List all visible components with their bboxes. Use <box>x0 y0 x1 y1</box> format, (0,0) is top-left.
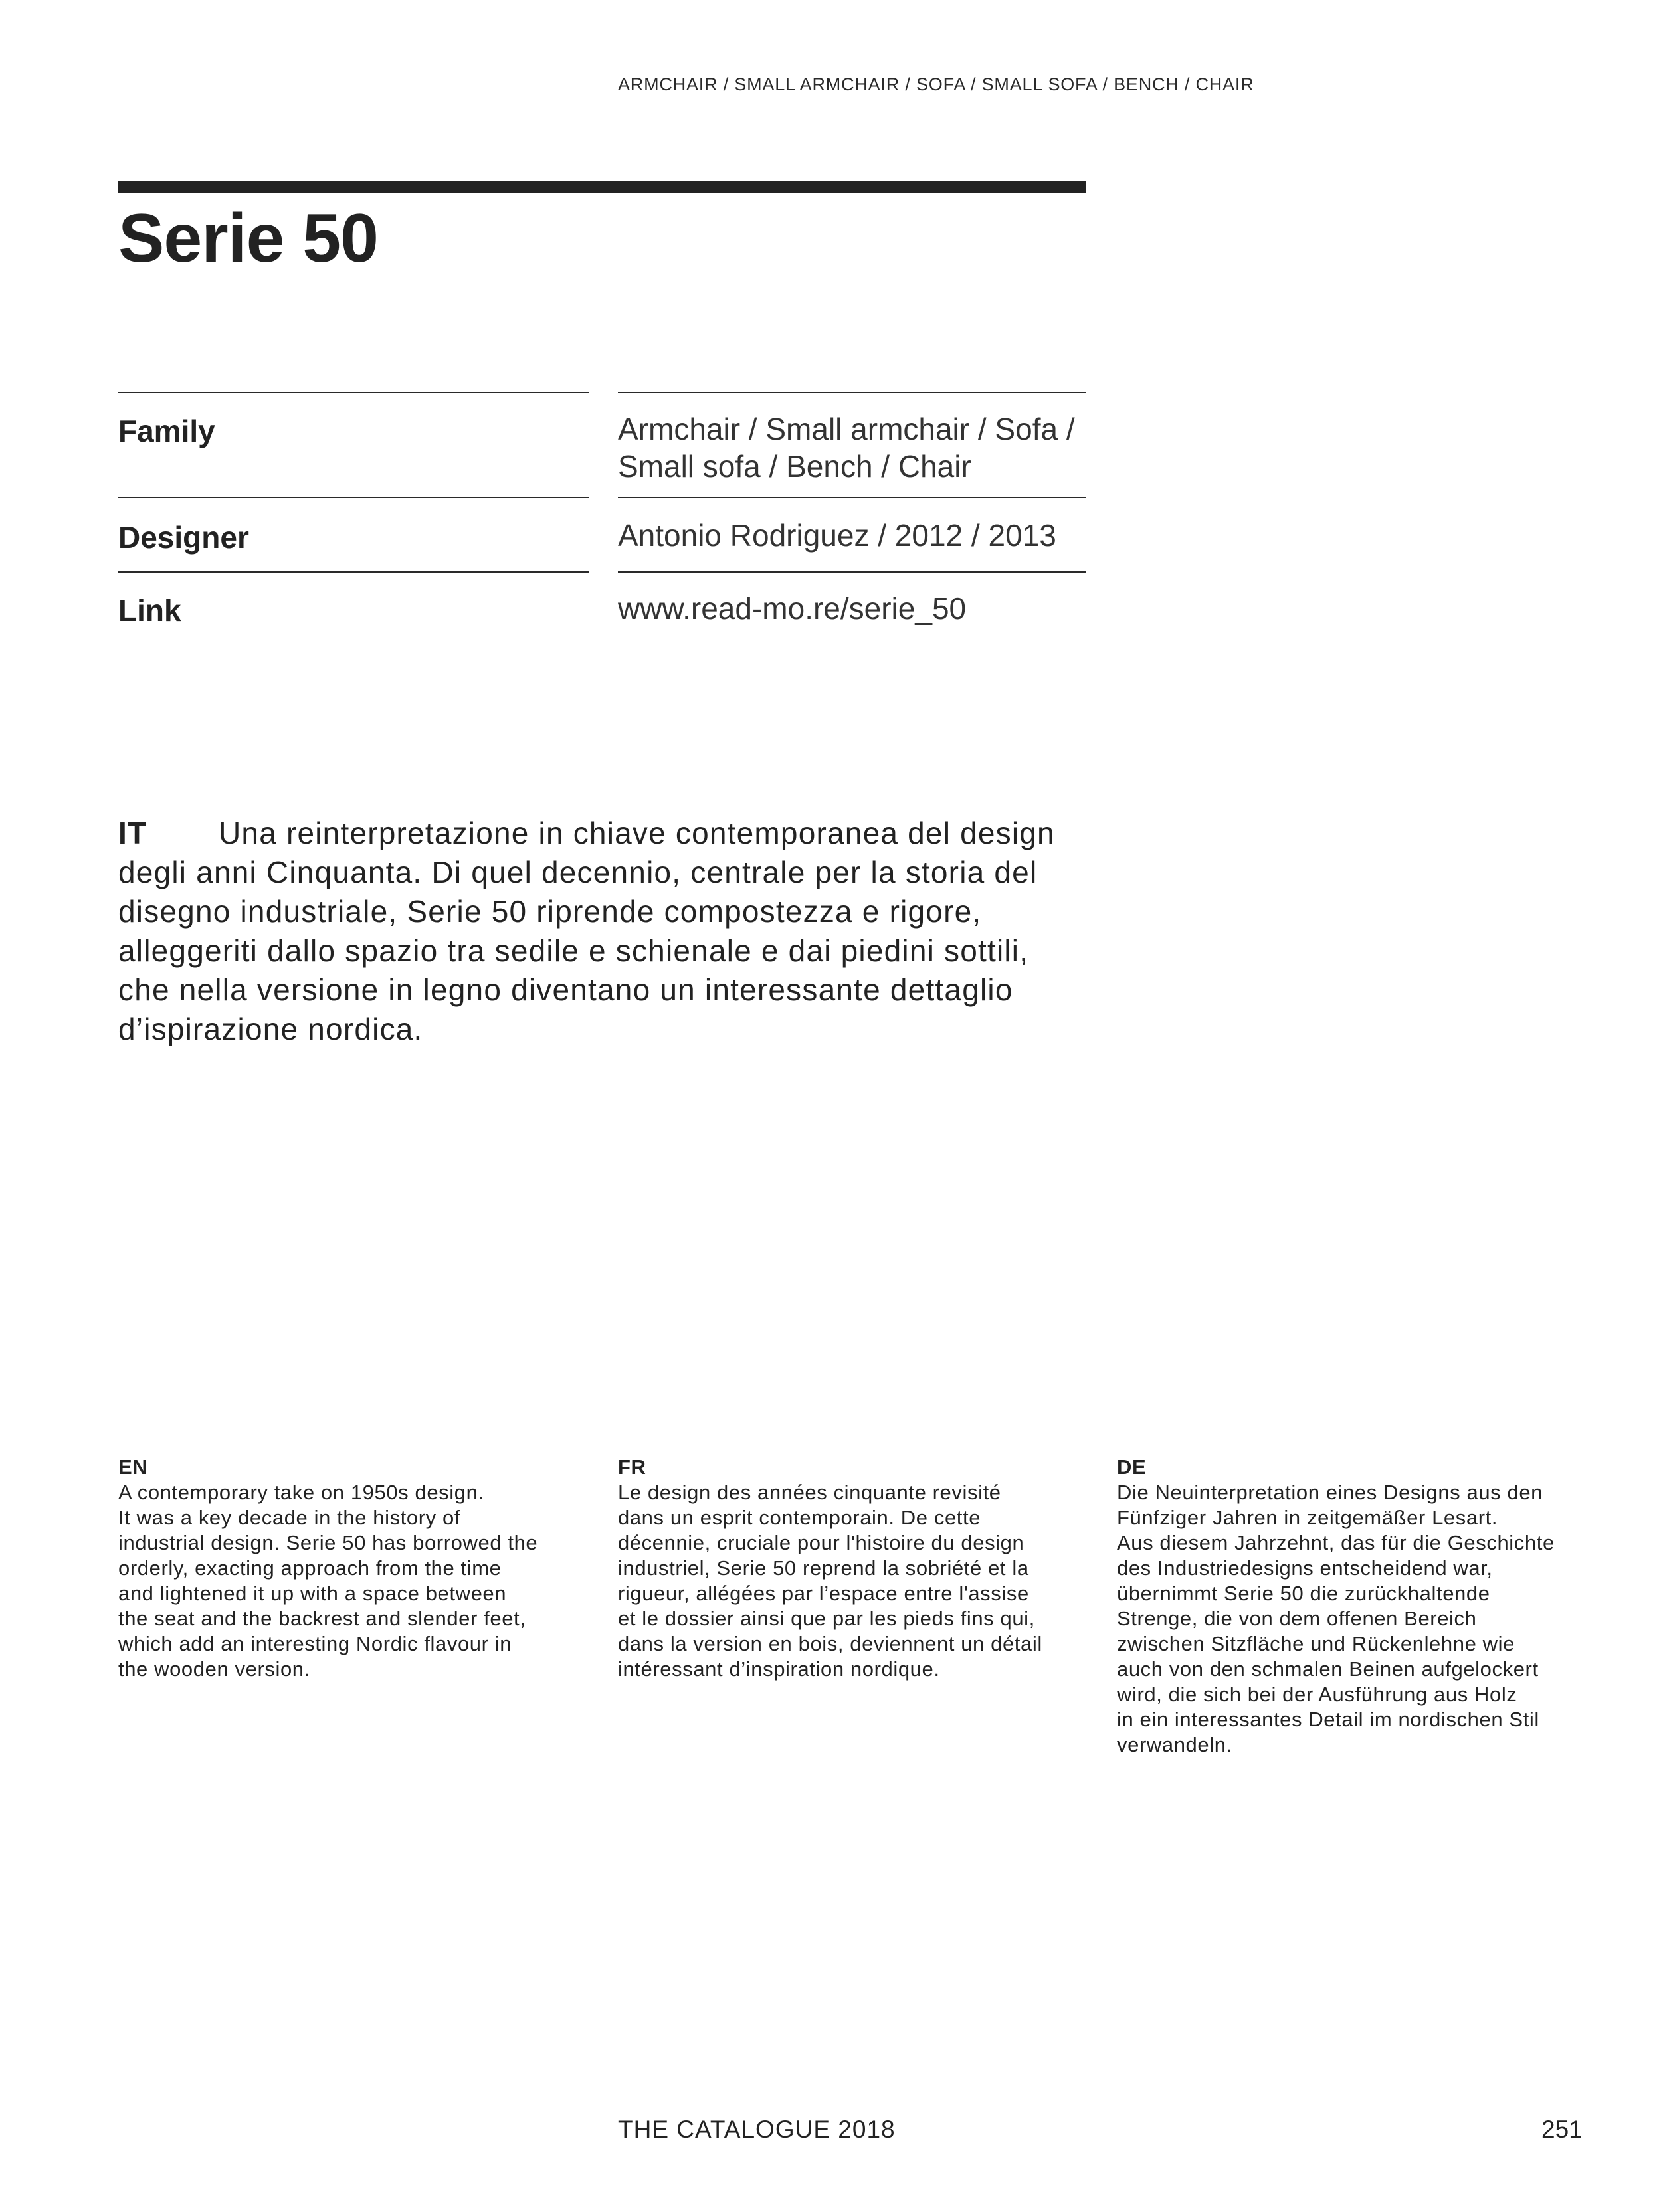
translation-column-de <box>1117 1455 1609 1758</box>
spec-rule-left <box>118 392 589 393</box>
category-breadcrumb: ARMCHAIR / SMALL ARMCHAIR / SOFA / SMALL SOFA / BENCH / CHAIR <box>618 74 1254 94</box>
spec-label-family: Family <box>118 414 215 448</box>
language-code-en: EN <box>118 1455 148 1479</box>
translation-column-fr <box>618 1455 1083 1682</box>
translation-text-en: A contemporary take on 1950s design. It was a key decade in the history of industrial design. Serie 50 has borrowed the orderly, exacting approach from the time and lightened it up with a space between the seat and the backrest and slender feet, which add an interesting Nordic flavour in the wooden version. <box>118 1481 538 1681</box>
spec-rule-right <box>618 497 1086 498</box>
translation-column-en <box>118 1455 583 1682</box>
translation-text-de: Die Neuinterpretation eines Designs aus den Fünfziger Jahren in zeitgemäßer Lesart. Aus diesem Jahrzehnt, das für die Geschichte des Industriedesigns entscheidend war, übernimmt Serie 50 die zurückhaltende Strenge, die von dem offenen Bereich zwischen Sitzfläche und Rückenlehne wie auch von den schmalen Beinen aufgelockert wird, die sich bei der Ausführung aus Holz in ein interessantes Detail im nordischen Stil verwandeln. <box>1117 1481 1555 1756</box>
title-rule <box>118 181 1086 193</box>
language-code-fr: FR <box>618 1455 646 1479</box>
spec-rule-left <box>118 497 589 498</box>
spec-rule-left <box>118 571 589 573</box>
page-number: 251 <box>1541 2116 1583 2143</box>
spec-value-designer: Antonio Rodriguez / 2012 / 2013 <box>618 518 1056 553</box>
product-title: Serie 50 <box>118 200 378 277</box>
intro-text: Una reinterpretazione in chiave contemporanea del design degli anni Cinquanta. Di quel decennio, centrale per la storia del disegno industriale, Serie 50 riprende compostezza e rigore, alleggeriti dallo spazio tra sedile e schienale e dai piedini sottili, che nella versione in legno diventano un interessante dettaglio d’ispirazione nordica. <box>118 816 1055 1046</box>
catalogue-footer: THE CATALOGUE 2018 <box>618 2116 896 2143</box>
spec-value-family: Armchair / Small armchair / Sofa / Small sofa / Bench / Chair <box>618 412 1075 484</box>
spec-label-link: Link <box>118 593 181 628</box>
spec-rule-right <box>618 392 1086 393</box>
language-code-de: DE <box>1117 1455 1147 1479</box>
spec-rule-right <box>618 571 1086 573</box>
spec-value-link[interactable]: www.read-mo.re/serie_50 <box>618 591 967 626</box>
language-code-it: IT <box>118 816 147 850</box>
spec-label-designer: Designer <box>118 520 249 555</box>
intro-paragraph <box>118 814 1088 1049</box>
translation-text-fr: Le design des années cinquante revisité dans un esprit contemporain. De cette décennie, cruciale pour l'histoire du design industriel, Serie 50 reprend la sobriété et la rigueur, allégées par l’espace entre l'assise et le dossier ainsi que par les pieds fins qui, dans la version en bois, deviennent un détail intéressant d’inspiration nordique. <box>618 1481 1042 1681</box>
